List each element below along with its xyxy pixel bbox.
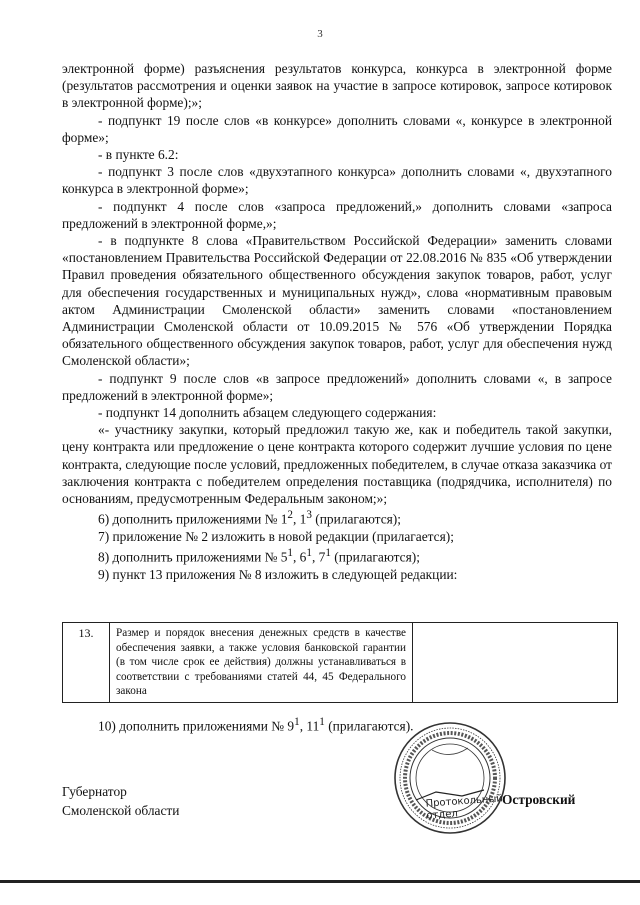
list-item-8: 8) дополнить приложениями № $5^1$, $6^1$, $7^1$ (прилагаются); <box>98 547 420 565</box>
page-number: 3 <box>317 28 323 40</box>
list-item-7: 7) приложение № 2 изложить в новой редакции (прилагается); <box>98 528 454 544</box>
table-cell-text: Размер и порядок внесения денежных средств в качестве обеспечения заявки, а также условия банковской гарантии (в том числе срок ее действия) должны устанавливаться в соответствии с требованиями статей 44, 45 Федерального закона <box>110 623 413 703</box>
list-item-6: 6) дополнить приложениями № $1^2$, $1^3$ (прилагаются); <box>98 509 401 527</box>
signer-name: Островский <box>502 792 576 807</box>
governor-title: Губернатор <box>62 784 127 799</box>
document-body <box>62 60 612 583</box>
list-item-10: 10) дополнить приложениями № $9^1$, $11^1$ (прилагаются). <box>98 716 414 734</box>
table-cell-value <box>413 623 618 703</box>
paragraph: - подпункт 19 после слов «в конкурсе» дополнить словами «, конкурсе в электронной форме»; <box>62 112 612 145</box>
paragraph: - подпункт 9 после слов «в запросе предложений» дополнить словами «, в запросе предложений в электронной форме»; <box>62 370 612 403</box>
page-bottom-edge <box>0 880 640 883</box>
list-item-9: 9) пункт 13 приложения № 8 изложить в следующей редакции: <box>98 566 458 582</box>
amendment-table <box>62 622 618 703</box>
paragraph: - подпункт 3 после слов «двухэтапного конкурса» дополнить словами «, двухэтапного конкурса в электронной форме»; <box>62 164 612 197</box>
paragraph: - подпункт 4 после слов «запроса предложений,» дополнить словами «запроса предложений в электронной форме,»; <box>62 198 612 231</box>
paragraph: электронной форме) разъяснения результатов конкурса, конкурса в электронной форме (результатов рассмотрения и оценки заявок на участие в запросе котировок, запросе котировок в электронной форме);»; <box>62 61 612 111</box>
paragraph: «- участнику закупки, который предложил такую же, как и победитель такой закупки, цену контракта или предложение о цене контракта которого содержит лучшие условия по цене контракта, следующие после условий, предложенных победителем, в случае отказа заказчика от заключения контракта с победителем определения поставщика (подрядчика, исполнителя) по основаниям, предусмотренным Федеральным законом;»; <box>62 422 612 507</box>
paragraph: - подпункт 14 дополнить абзацем следующего содержания: <box>98 405 437 421</box>
paragraph: - в пункте 6.2: <box>98 147 179 163</box>
table-row <box>63 623 618 703</box>
region-name: Смоленской области <box>62 803 180 818</box>
stamp-department: Протокольный отдел <box>425 793 504 822</box>
signature-title <box>62 782 179 820</box>
paragraph: - в подпункте 8 слова «Правительством Российской Федерации» заменить словами «постановлением Правительства Российской Федерации от 22.08.2016 № 835 «Об утверждении Правил проведения обязательного общественного обсуждения закупок товаров, работ, услуг для обеспечения государственных и муниципальных нужд», слова «нормативным правовым актом Администрации Смоленской области» заменить словами «постановлением Администрации Смоленской области от 10.09.2015 № 576 «Об утверждении Порядка обязательного общественного обсуждения закупок товаров, работ, услуг для обеспечения нужд Смоленской области»; <box>62 233 612 369</box>
table-cell-number: 13. <box>63 623 110 703</box>
